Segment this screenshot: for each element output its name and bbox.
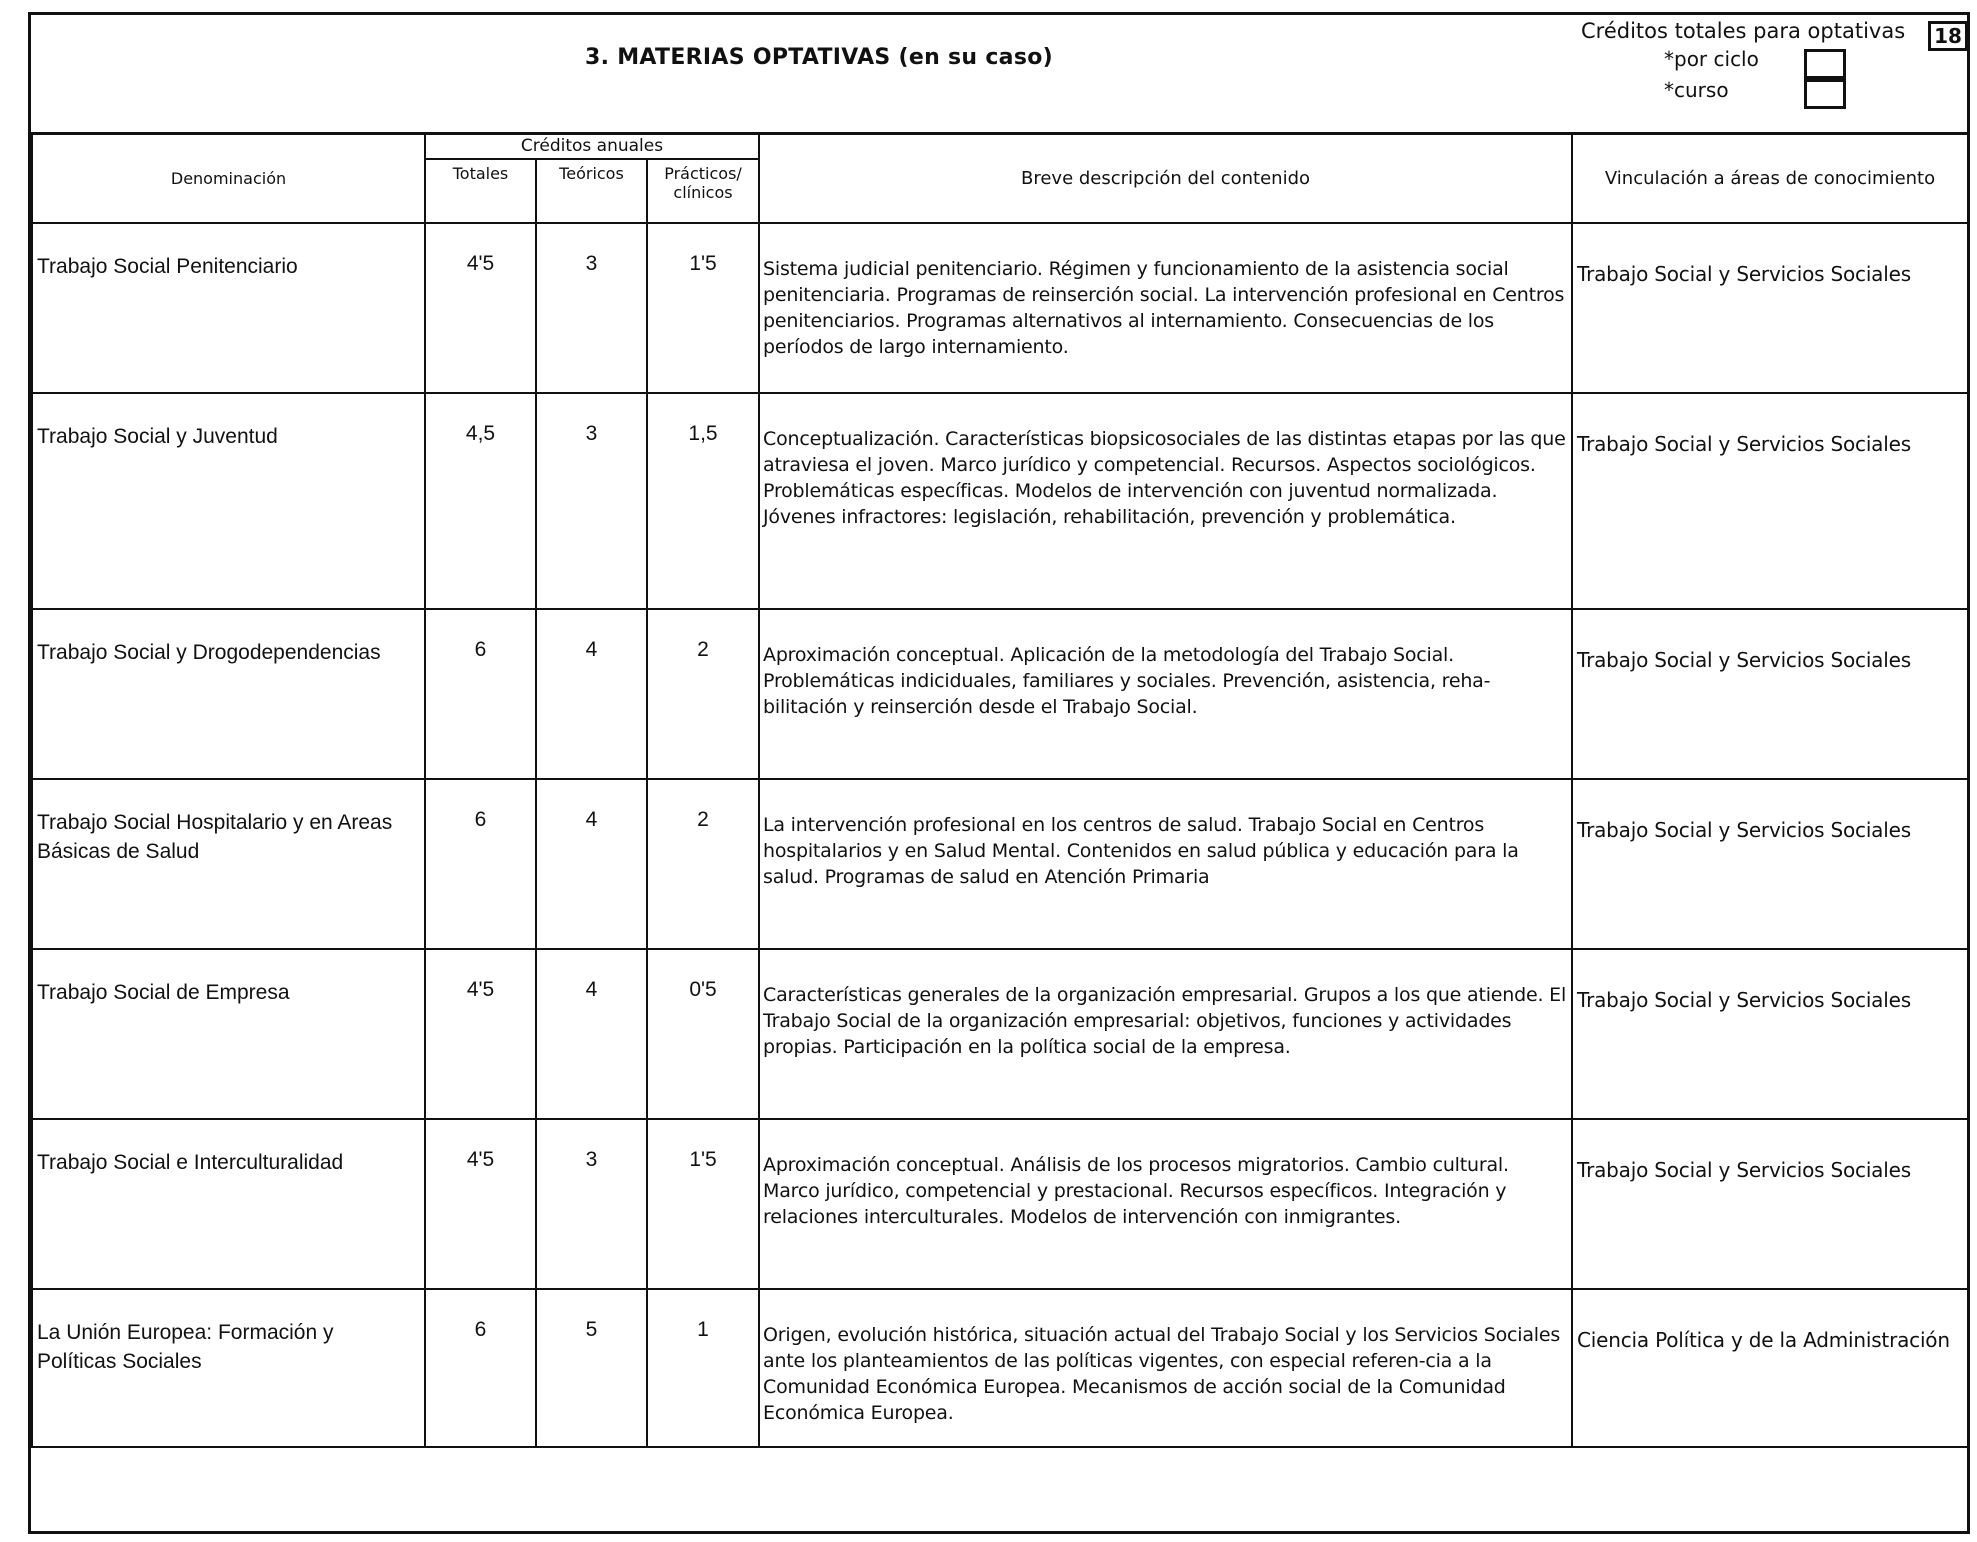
subject-description: Conceptualización. Características biopsicosociales de las distintas etapas por las que atraviesa el joven. Marco jurídico y competencial. Recursos. Aspectos sociológicos. Problemáticas específicas. Modelos de intervención con juventud normalizada. Jóvenes infractores: legislación, rehabilitación, prevención y problemática. (759, 393, 1572, 609)
credits-total: 4'5 (425, 223, 536, 393)
table-row (32, 393, 1968, 609)
credits-theory: 3 (536, 223, 647, 393)
column-group-credits: Créditos anuales (425, 133, 759, 159)
subject-description: Aproximación conceptual. Análisis de los procesos migratorios. Cambio cultural. Marco jurídico, competencial y prestacional. Recursos específicos. Integración y relaciones interculturales. Modelos de intervención con inmigrantes. (759, 1119, 1572, 1289)
table-row (32, 949, 1968, 1119)
credits-practice: 2 (647, 779, 759, 949)
total-credits-value: 18 (1928, 21, 1968, 51)
knowledge-area: Ciencia Política y de la Administración (1572, 1289, 1968, 1447)
total-credits-label: Créditos totales para optativas (1581, 19, 1906, 43)
per-course-label: *curso (1664, 78, 1729, 102)
credits-practice: 1'5 (647, 223, 759, 393)
subject-name: Trabajo Social de Empresa (32, 949, 425, 1119)
column-header-name: Denominación (32, 133, 425, 223)
credits-theory: 5 (536, 1289, 647, 1447)
subject-name: Trabajo Social Hospitalario y en Areas Básicas de Salud (32, 779, 425, 949)
credits-theory: 4 (536, 779, 647, 949)
credits-total: 6 (425, 1289, 536, 1447)
credits-total: 4'5 (425, 1119, 536, 1289)
per-cycle-box (1804, 49, 1846, 79)
table-row (32, 779, 1968, 949)
per-course-box (1804, 79, 1846, 109)
column-header-area: Vinculación a áreas de conocimiento (1572, 133, 1968, 223)
subject-description: La intervención profesional en los centros de salud. Trabajo Social en Centros hospitalarios y en Salud Mental. Contenidos en salud pública y educación para la salud. Programas de salud en Atención Primaria (759, 779, 1572, 949)
table-row (32, 609, 1968, 779)
subject-name: Trabajo Social Penitenciario (32, 223, 425, 393)
credits-practice: 1,5 (647, 393, 759, 609)
table-row (32, 223, 1968, 393)
subjects-table (31, 132, 1969, 1448)
knowledge-area: Trabajo Social y Servicios Sociales (1572, 779, 1968, 949)
column-header-practice: Prácticos/ clínicos (647, 159, 759, 223)
subject-description: Aproximación conceptual. Aplicación de la metodología del Trabajo Social. Problemáticas indiciduales, familiares y sociales. Prevención, asistencia, reha-bilitación y reinserción desde el Trabajo Social. (759, 609, 1572, 779)
credits-practice: 1 (647, 1289, 759, 1447)
subject-name: Trabajo Social y Drogodependencias (32, 609, 425, 779)
credits-theory: 3 (536, 1119, 647, 1289)
credits-theory: 4 (536, 949, 647, 1119)
credits-practice: 0'5 (647, 949, 759, 1119)
credits-total: 6 (425, 609, 536, 779)
credits-total: 6 (425, 779, 536, 949)
subject-name: La Unión Europea: Formación y Políticas Sociales (32, 1289, 425, 1447)
credits-total: 4,5 (425, 393, 536, 609)
subject-name: Trabajo Social y Juventud (32, 393, 425, 609)
column-header-description: Breve descripción del contenido (759, 133, 1572, 223)
credits-practice: 1'5 (647, 1119, 759, 1289)
subject-description: Características generales de la organización empresarial. Grupos a los que atiende. El Trabajo Social de la organización empresarial: objetivos, funciones y actividades propias. Participación en la política social de la empresa. (759, 949, 1572, 1119)
credits-practice: 2 (647, 609, 759, 779)
subject-name: Trabajo Social e Interculturalidad (32, 1119, 425, 1289)
knowledge-area: Trabajo Social y Servicios Sociales (1572, 223, 1968, 393)
column-header-theory: Teóricos (536, 159, 647, 223)
table-row (32, 1119, 1968, 1289)
knowledge-area: Trabajo Social y Servicios Sociales (1572, 1119, 1968, 1289)
credits-total: 4'5 (425, 949, 536, 1119)
table-row (32, 1289, 1968, 1447)
knowledge-area: Trabajo Social y Servicios Sociales (1572, 393, 1968, 609)
knowledge-area: Trabajo Social y Servicios Sociales (1572, 609, 1968, 779)
optional-subjects-form (28, 12, 1970, 1534)
credits-theory: 3 (536, 393, 647, 609)
page-title: 3. MATERIAS OPTATIVAS (en su caso) (585, 45, 1053, 70)
per-cycle-label: *por ciclo (1664, 47, 1759, 71)
subject-description: Origen, evolución histórica, situación actual del Trabajo Social y los Servicios Sociales ante los planteamientos de las políticas vigentes, con especial referen-cia a la Comunidad Económica Europea. Mecanismos de acción social de la Comunidad Económica Europea. (759, 1289, 1572, 1447)
subject-description: Sistema judicial penitenciario. Régimen y funcionamiento de la asistencia social penitenciaria. Programas de reinserción social. La intervención profesional en Centros penitenciarios. Programas alternativos al internamiento. Consecuencias de los períodos de largo internamiento. (759, 223, 1572, 393)
knowledge-area: Trabajo Social y Servicios Sociales (1572, 949, 1968, 1119)
form-header (31, 15, 1967, 135)
credits-theory: 4 (536, 609, 647, 779)
column-header-total: Totales (425, 159, 536, 223)
